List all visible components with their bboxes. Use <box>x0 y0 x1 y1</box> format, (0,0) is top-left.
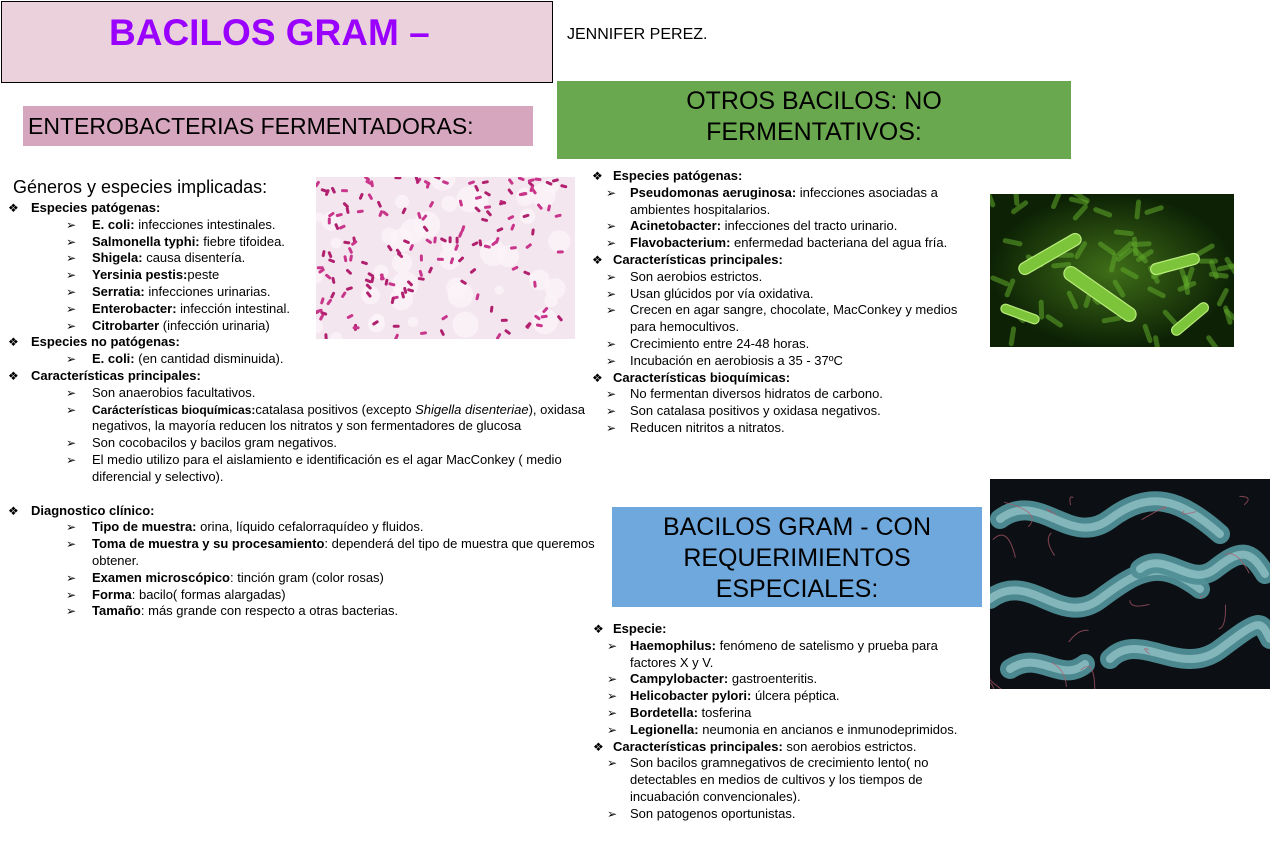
list-item <box>0 503 600 520</box>
arrow-bullet-icon: ➢ <box>66 537 77 552</box>
enterobacterias-section <box>0 176 600 620</box>
green-bacilli-illustration <box>990 194 1234 347</box>
biochem-text-post: ), oxidasa negativos, la mayoría reducen los nitratos y son fermentadores de glucosa <box>92 401 585 434</box>
arrow-bullet-icon: ➢ <box>66 268 77 283</box>
diagnostic-text: : dependerá del tipo de muestra que queremos obtener. <box>92 536 595 568</box>
diagnostic-name: Tamaño <box>92 603 141 619</box>
list-item <box>592 755 987 805</box>
arrow-outline-icon: ➢ <box>607 756 618 771</box>
arrow-bullet-icon: ➢ <box>66 402 77 417</box>
characteristic-text: Son patogenos oportunistas. <box>630 805 796 821</box>
list-item <box>0 234 600 251</box>
list-item <box>0 570 600 587</box>
characteristics-label: Características principales: <box>613 738 783 754</box>
enterobacterias-header-text: ENTEROBACTERIAS FERMENTADORAS: <box>28 113 474 139</box>
nonpathogenic-label: Especies no patógenas: <box>31 334 180 350</box>
pathogenic-label: Especies patógenas: <box>31 200 161 215</box>
diamond-bullet-icon: ❖ <box>593 622 604 636</box>
list-item <box>591 302 986 336</box>
requerimientos-especiales-header <box>612 507 982 607</box>
biochem-text: Son catalasa positivos y oxidasa negativos. <box>630 403 881 419</box>
campylobacter-image <box>990 479 1270 689</box>
list-item <box>0 519 600 536</box>
requerimientos-especiales-section <box>592 621 987 823</box>
species-text: fiebre tifoidea. <box>199 233 285 249</box>
species-name: Yersinia pestis: <box>92 267 188 283</box>
list-item <box>0 217 600 234</box>
page-title: BACILOS GRAM – <box>109 12 430 53</box>
species-name: Helicobacter pylori: <box>630 688 752 704</box>
biochem-text-italic: Shigella disenteriae <box>415 401 529 417</box>
arrow-bullet-icon: ➢ <box>606 420 617 435</box>
species-text: neumonia en ancianos e inmunodeprimidos. <box>698 721 958 737</box>
pathogenic-label: Especies patógenas: <box>613 168 743 183</box>
biochem-text-pre: catalasa positivos (excepto <box>255 401 416 417</box>
list-item <box>591 336 986 353</box>
species-name: Enterobacter: <box>92 300 177 316</box>
species-name: Haemophilus: <box>630 637 716 653</box>
arrow-outline-icon: ➢ <box>607 705 618 720</box>
list-item <box>591 353 986 370</box>
list-item <box>592 739 987 756</box>
list-item <box>591 185 986 219</box>
species-name: Acinetobacter: <box>630 218 722 234</box>
list-item <box>592 671 987 688</box>
characteristics-label: Características principales: <box>613 251 783 267</box>
otros-header-line-2: FERMENTATIVOS: <box>706 118 922 146</box>
diamond-bullet-icon: ❖ <box>592 169 603 183</box>
species-text: tosferina <box>697 704 752 720</box>
species-text: úlcera péptica. <box>751 688 840 704</box>
arrow-bullet-icon: ➢ <box>606 387 617 402</box>
author-name: JENNIFER PEREZ. <box>567 26 708 43</box>
spiral-bacteria-illustration <box>990 479 1270 689</box>
list-item <box>591 420 986 437</box>
arrow-bullet-icon: ➢ <box>66 318 77 333</box>
diagnostic-text: : tinción gram (color rosas) <box>230 569 384 585</box>
arrow-bullet-icon: ➢ <box>606 185 617 200</box>
list-item <box>592 705 987 722</box>
diagnostic-name: Examen microscópico <box>92 569 230 585</box>
characteristic-text: Incubación en aerobiosis a 35 - 37ºC <box>630 352 843 368</box>
species-name: Citrobarter <box>92 317 160 333</box>
arrow-outline-icon: ➢ <box>607 672 618 687</box>
title-box <box>1 1 553 83</box>
list-item <box>591 252 986 269</box>
species-text: infección intestinal. <box>176 300 290 316</box>
arrow-bullet-icon: ➢ <box>606 269 617 284</box>
list-item <box>591 168 986 185</box>
biochem-text: No fermentan diversos hidratos de carbono. <box>630 386 883 402</box>
arrow-outline-icon: ➢ <box>607 806 618 821</box>
species-text: infecciones intestinales. <box>134 216 276 232</box>
diagnostic-name: Forma <box>92 586 132 602</box>
arrow-bullet-icon: ➢ <box>66 520 77 535</box>
diagnostic-text: : bacilo( formas alargadas) <box>131 586 286 602</box>
list-item <box>0 284 600 301</box>
characteristic-text: Crecimiento entre 24-48 horas. <box>630 335 810 351</box>
list-item <box>592 638 987 672</box>
arrow-outline-icon: ➢ <box>66 436 77 451</box>
diagnostic-name: Tipo de muestra: <box>92 519 197 535</box>
arrow-bullet-icon: ➢ <box>66 234 77 249</box>
list-item <box>0 402 600 436</box>
characteristic-text: Usan glúcidos por vía oxidativa. <box>630 285 814 301</box>
characteristic-text: Son anaerobios facultativos. <box>92 384 256 400</box>
diagnostic-name: Toma de muestra y su procesamiento <box>92 536 325 552</box>
list-item <box>0 318 600 335</box>
list-item <box>0 385 600 402</box>
species-name: Legionella: <box>630 721 699 737</box>
characteristics-inline-text: son aerobios estrictos. <box>782 738 917 754</box>
arrow-outline-icon: ➢ <box>607 722 618 737</box>
characteristic-text: Son cocobacilos y bacilos gram negativos. <box>92 435 337 451</box>
diamond-bullet-icon: ❖ <box>593 739 604 754</box>
arrow-bullet-icon: ➢ <box>66 301 77 316</box>
diamond-bullet-icon: ❖ <box>8 201 19 215</box>
list-item <box>0 452 600 486</box>
characteristic-text: Crecen en agar sangre, chocolate, MacConkey y medios para hemocultivos. <box>630 302 958 335</box>
species-text: enfermedad bacteriana del agua fría. <box>730 235 948 251</box>
list-item <box>591 286 986 303</box>
list-item <box>591 386 986 403</box>
list-item <box>0 368 600 385</box>
diamond-bullet-icon: ❖ <box>8 503 19 518</box>
list-item <box>591 269 986 286</box>
species-text: (en cantidad disminuida). <box>134 351 284 367</box>
diamond-bullet-icon: ❖ <box>592 370 603 385</box>
list-item <box>0 267 600 284</box>
list-item <box>0 334 600 351</box>
characteristic-text: El medio utilizo para el aislamiento e identificación es el agar MacConkey ( medio diferencial y selectivo). <box>92 451 562 484</box>
otros-bacilos-section <box>591 168 986 437</box>
diagnostic-text: orina, líquido cefalorraquídeo y fluidos. <box>196 519 424 535</box>
arrow-outline-icon: ➢ <box>607 689 618 704</box>
arrow-bullet-icon: ➢ <box>606 353 617 368</box>
arrow-bullet-icon: ➢ <box>66 251 77 266</box>
biochem-label: Carácterísticas bioquímicas: <box>92 402 256 417</box>
list-item <box>592 621 987 638</box>
species-name: Serratia: <box>92 283 145 299</box>
biochem-label: Características bioquímicas: <box>613 369 791 385</box>
generos-subheading: Géneros y especies implicadas: <box>13 177 268 197</box>
especiales-header-line-3: ESPECIALES: <box>715 575 879 603</box>
characteristic-text: Son aerobios estrictos. <box>630 268 763 284</box>
species-text: infecciones del tracto urinario. <box>721 218 898 234</box>
species-name: Campylobacter: <box>630 671 729 687</box>
list-item <box>592 688 987 705</box>
list-item <box>0 536 600 570</box>
list-item <box>592 722 987 739</box>
species-name: Shigela: <box>92 250 143 266</box>
list-item <box>0 301 600 318</box>
otros-header-line-1: OTROS BACILOS: NO <box>686 87 942 115</box>
diamond-bullet-icon: ❖ <box>592 252 603 267</box>
otros-bacilos-header <box>557 81 1071 159</box>
arrow-bullet-icon: ➢ <box>66 217 77 232</box>
list-item <box>591 235 986 252</box>
arrow-bullet-icon: ➢ <box>66 604 77 619</box>
diamond-bullet-icon: ❖ <box>8 335 19 350</box>
species-name: Salmonella typhi: <box>92 233 200 249</box>
diagnostic-text: : más grande con respecto a otras bacterias. <box>140 603 399 619</box>
list-item <box>591 403 986 420</box>
list-item <box>0 603 600 620</box>
characteristic-text: Son bacilos gramnegativos de crecimiento lento( no detectables en medios de cultivos y los tiempos de incuabación convencionales). <box>630 755 929 804</box>
diagnostic-label: Diagnostico clínico: <box>31 502 155 518</box>
characteristics-label: Características principales: <box>31 367 201 383</box>
diamond-bullet-icon: ❖ <box>8 368 19 383</box>
species-name: E. coli: <box>92 351 135 367</box>
arrow-outline-icon: ➢ <box>607 638 618 653</box>
arrow-bullet-icon: ➢ <box>66 352 77 367</box>
arrow-outline-icon: ➢ <box>66 385 77 400</box>
list-item <box>592 806 987 823</box>
especiales-header-line-1: BACILOS GRAM - CON <box>662 513 932 541</box>
list-item <box>0 435 600 452</box>
species-text: infecciones asociadas a ambientes hospitalarios. <box>630 184 938 217</box>
biochem-text: Reducen nitritos a nitratos. <box>630 419 785 435</box>
species-name: Flavobacterium: <box>630 235 731 251</box>
list-item <box>0 351 600 368</box>
species-text: gastroenteritis. <box>728 671 818 687</box>
pseudomonas-image <box>990 194 1234 347</box>
arrow-bullet-icon: ➢ <box>606 286 617 301</box>
species-text: peste <box>187 267 220 283</box>
list-item <box>0 587 600 604</box>
list-item <box>0 250 600 267</box>
arrow-bullet-icon: ➢ <box>66 570 77 585</box>
species-text: (infección urinaria) <box>159 317 270 333</box>
species-name: Bordetella: <box>630 704 698 720</box>
arrow-outline-icon: ➢ <box>66 452 77 467</box>
arrow-bullet-icon: ➢ <box>606 336 617 351</box>
species-text: causa disentería. <box>142 250 246 266</box>
especiales-header-line-2: REQUERIMIENTOS <box>683 544 911 572</box>
arrow-bullet-icon: ➢ <box>606 236 617 251</box>
arrow-bullet-icon: ➢ <box>606 219 617 234</box>
species-text: fenómeno de satelismo y prueba para factores X y V. <box>630 637 938 670</box>
species-name: E. coli: <box>92 216 135 232</box>
species-name: Pseudomonas aeruginosa: <box>630 184 797 200</box>
arrow-bullet-icon: ➢ <box>606 303 617 318</box>
arrow-bullet-icon: ➢ <box>66 284 77 299</box>
species-text: infecciones urinarias. <box>144 283 271 299</box>
arrow-bullet-icon: ➢ <box>606 404 617 419</box>
list-item <box>591 370 986 387</box>
list-item <box>0 200 600 217</box>
list-item <box>591 218 986 235</box>
arrow-bullet-icon: ➢ <box>66 587 77 602</box>
species-label: Especie: <box>613 621 667 636</box>
enterobacterias-header <box>23 106 533 146</box>
